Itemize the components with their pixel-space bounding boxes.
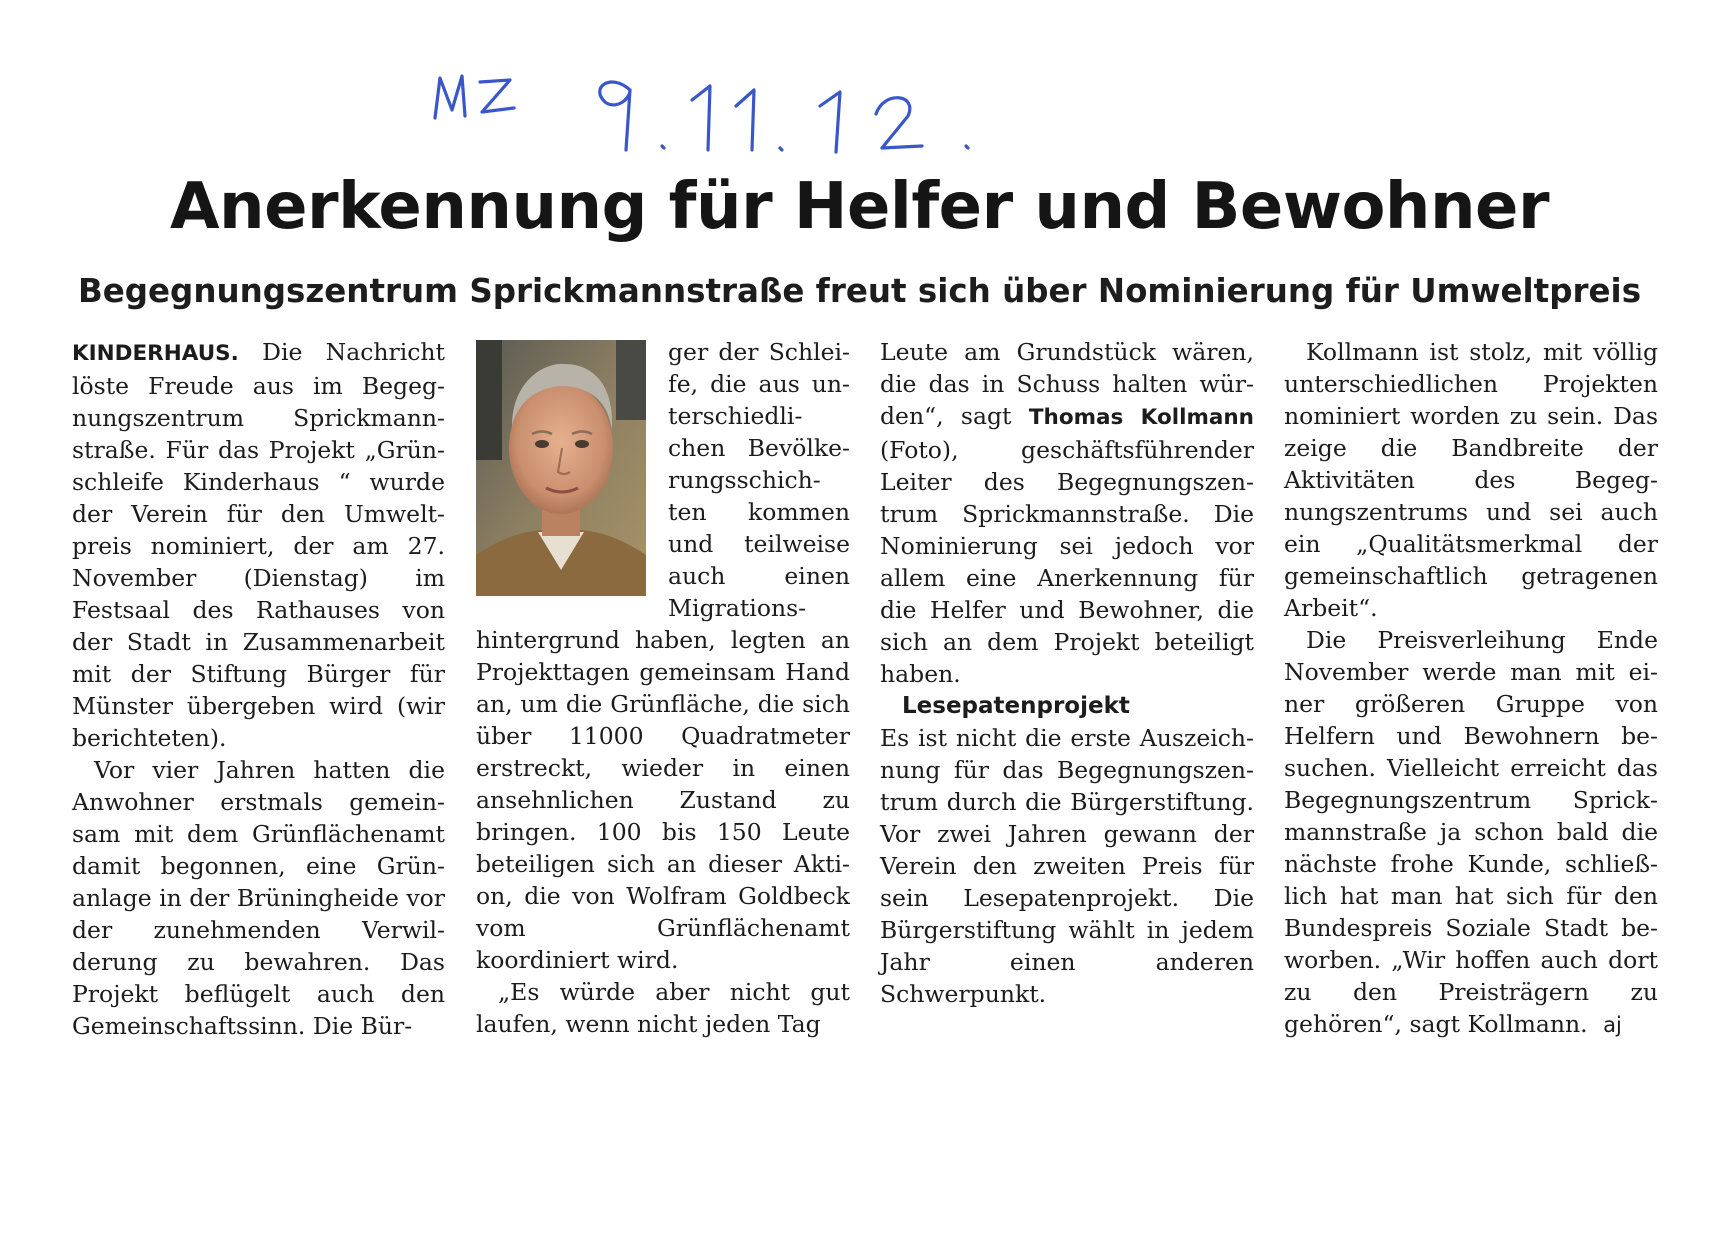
author-initials: aj <box>1603 1013 1622 1037</box>
paragraph-text: (Foto), geschäftsführender Leiter des Begegnungszentrum Sprickmannstraße. Die Nominierung sei jedoch vor allem eine Anerkennung für die Helfer und Bewohner, die sich an dem Projekt beteiligt haben. <box>880 436 1254 688</box>
paragraph: „Es würde aber nicht gut laufen, wenn nicht jeden Tag <box>476 978 850 1038</box>
dateline: KINDERHAUS. <box>72 341 239 366</box>
paragraph: Es ist nicht die erste Auszeichnung für das Begegnungszentrum durch die Bürgerstiftung. Vor zwei Jahren gewann der Verein den zweiten Preis für sein Lesepatenprojekt. Die Bürgerstiftung wählt in jedem Jahr einen anderen Schwerpunkt. <box>880 724 1254 1008</box>
portrait-photo <box>476 340 646 596</box>
article-column-1 <box>72 336 445 1042</box>
section-heading: Lesepatenprojekt <box>902 693 1130 719</box>
person-name: Thomas Kollmann <box>1028 405 1254 430</box>
paragraph <box>1284 624 1658 1041</box>
headline: Anerkennung für Helfer und Bewohner <box>170 170 1549 244</box>
article-column-3 <box>880 336 1254 1010</box>
paragraph <box>72 336 445 754</box>
paragraph: ger der Schleife, die aus unterschiedlichen Bevölkerungsschichten kommen und teilweise auch einen Migrationshintergrund haben, legten an Projekttagen gemeinsam Hand an, um die Grünfläche, die sich über 11000 Quadratmeter erstreckt, wieder in einen ansehnlichen Zustand zu bringen. 100 bis 150 Leute beteiligen sich an dieser Aktion, die von Wolfram Goldbeck vom Grünflächenamt koordiniert wird. <box>476 338 850 974</box>
subheadline: Begegnungszentrum Sprickmannstraße freut sich über Nominierung für Umweltpreis <box>77 272 1642 310</box>
paragraph-text: Die Nachricht löste Freude aus im Begegnungszentrum Sprickmannstraße. Für das Projekt „Grünschleife Kinderhaus “ wurde der Verein für den Umweltpreis nominiert, der am 27. November (Dienstag) im Festsaal des Rathauses von der Stadt in Zusammenarbeit mit der Stiftung Bürger für Münster übergeben wird (wir berichteten). <box>72 338 445 752</box>
paragraph-text: Die Preisverleihung Ende November werde man mit einer größeren Gruppe von Helfern und Bewohnern besuchen. Vielleicht erreicht das Begegnungszentrum Sprickmannstraße ja schon bald die nächste frohe Kunde, schließlich hat man hat sich für den Bundespreis Soziale Stadt beworben. „Wir hoffen auch dort zu den Preisträgern zu gehören“, sagt Kollmann. <box>1284 626 1658 1038</box>
article-column-4 <box>1284 336 1658 1041</box>
article-column-2 <box>476 336 850 1040</box>
paragraph-text: Leute am Grundstück wären, die das in Schuss halten würden“, sagt <box>880 338 1254 430</box>
paragraph <box>880 336 1254 690</box>
handwritten-date <box>430 50 1130 170</box>
paragraph: Kollmann ist stolz, mit völlig unterschiedlichen Projekten nominiert worden zu sein. Das zeige die Bandbreite der Aktivitäten des Begegnungszentrums und sei auch ein „Qualitätsmerkmal der gemeinschaftlich getragenen Arbeit“. <box>1284 338 1658 622</box>
paragraph: Vor vier Jahren hatten die Anwohner erstmals gemeinsam mit dem Grünflächenamt damit begonnen, eine Grünanlage in der Brüningheide vor der zunehmenden Verwilderung zu bewahren. Das Projekt beflügelt auch den Gemeinschaftssinn. Die Bür- <box>72 756 445 1040</box>
